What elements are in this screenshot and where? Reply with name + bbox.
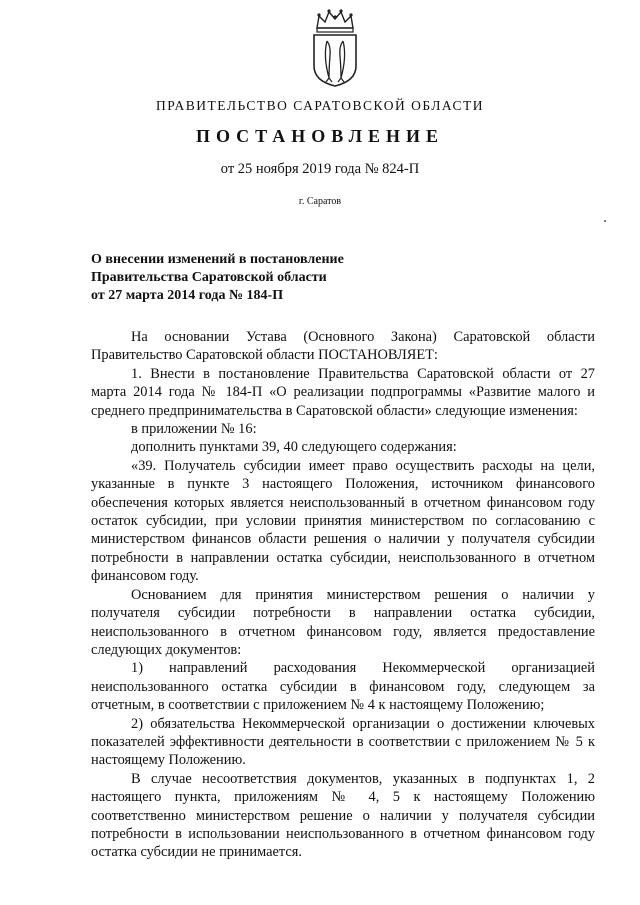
paragraph-subitem-1: 1) направлений расходования Некоммерческой организацией неиспользованного остатка субсидии в финансовом году, следующем за отчетным, в соответствии с приложением № 4 к настоящему Положению; bbox=[91, 660, 595, 714]
document-city: г. Саратов bbox=[298, 196, 342, 207]
paragraph-subitem-2: 2) обязательства Некоммерческой организации о достижении ключевых показателей эффективности деятельности в соответствии с приложением № 5 к настоящему Положению. bbox=[91, 715, 595, 769]
paragraph-nonconformity: В случае несоответствия документов, указанных в подпунктах 1, 2 настоящего пункта, приложениям № 4, 5 к настоящему Положению соответственно министерством решение о наличии у получателя субсидии потребности в использовании неиспользованного в отчетном финансовом году остатка субсидии не принимается. bbox=[91, 770, 595, 861]
document-date-number: от 25 ноября 2019 года № 824-П bbox=[220, 161, 420, 177]
paragraph-basis: На основании Устава (Основного Закона) Саратовской области Правительство Саратовской области ПОСТАНОВЛЯЕТ: bbox=[91, 329, 595, 364]
subject-line: Правительства Саратовской области bbox=[91, 270, 327, 285]
paragraph-clause-39: «39. Получатель субсидии имеет право осуществить расходы на цели, указанные в пункте 3 настоящего Положения, источником финансового обеспечения которых является неиспользованный в отчетном финансовом году остаток субсидии, при условии принятия министерством по согласованию с министерством финансов области решения о наличии у получателя субсидии потребности в направлении остатка субсидии, неиспользованного в отчетном финансовом году. bbox=[91, 457, 595, 585]
paragraph-item-1: 1. Внести в постановление Правительства Саратовской области от 27 марта 2014 года № 184-П «О реализации подпрограммы «Развитие малого и среднего предпринимательства в Саратовской области» следующие изменения: bbox=[91, 365, 595, 419]
document-subject bbox=[91, 251, 344, 305]
paragraph-supplement: дополнить пунктами 39, 40 следующего содержания: bbox=[131, 439, 457, 456]
document-type-title: ПОСТАНОВЛЕНИЕ bbox=[195, 126, 445, 146]
scan-speck bbox=[604, 220, 606, 222]
subject-line: от 27 марта 2014 года № 184-П bbox=[91, 288, 284, 303]
document-body bbox=[91, 328, 595, 862]
paragraph-grounds: Основанием для принятия министерством решения о наличии у получателя субсидии потребности в направлении остатка субсидии, неиспользованного в отчетном финансовом году, является предоставление следующих документов: bbox=[91, 586, 595, 658]
government-name: ПРАВИТЕЛЬСТВО САРАТОВСКОЙ ОБЛАСТИ bbox=[156, 98, 484, 113]
subject-line: О внесении изменений в постановление bbox=[91, 252, 344, 267]
paragraph-appendix: в приложении № 16: bbox=[131, 421, 257, 438]
saratov-coat-of-arms-emblem bbox=[307, 6, 363, 88]
